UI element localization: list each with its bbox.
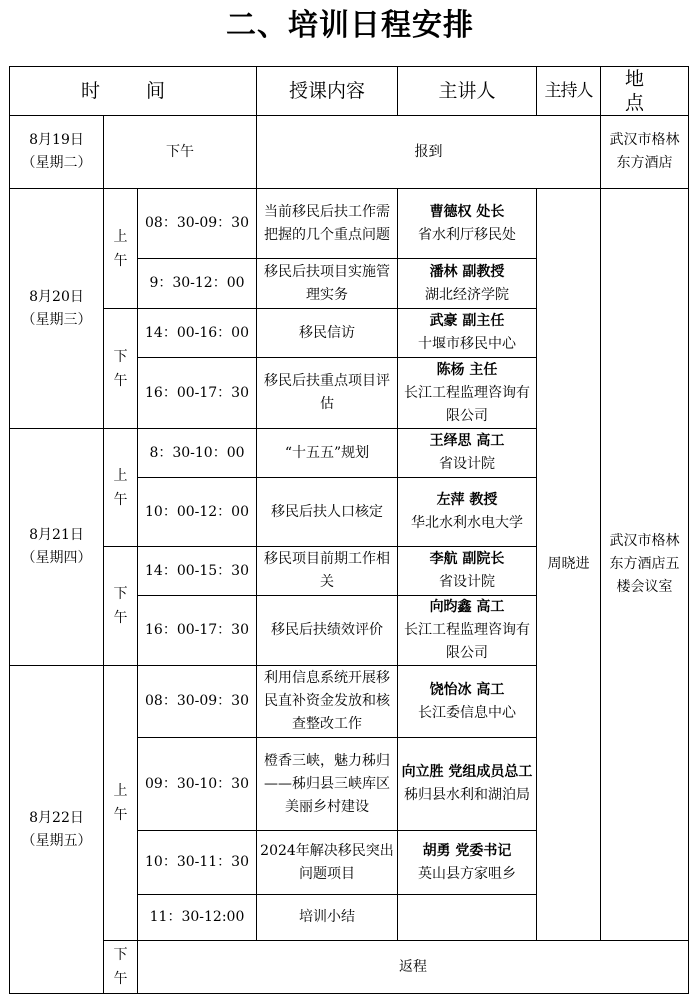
speaker-org: 长江工程监理咨询有限公司: [404, 384, 530, 424]
table-row: [10, 189, 689, 259]
speaker-name: 曹德权 处长: [429, 203, 505, 220]
speaker-name: 李航 副院长: [429, 551, 505, 567]
period-label: 上午: [113, 783, 128, 823]
speaker-cell: [398, 189, 537, 259]
speaker-cell: [398, 738, 537, 831]
content-cell: 当前移民后扶工作需把握的几个重点问题: [257, 189, 398, 259]
period-label: 上午: [113, 467, 128, 508]
speaker-cell: [398, 478, 537, 547]
time-cell: 14：00-16：00: [138, 309, 257, 358]
table-row: [10, 116, 689, 189]
content-cell: 移民后扶重点项目评估: [257, 358, 398, 429]
place-cell: 武汉市格林东方酒店五楼会议室: [601, 189, 689, 941]
date-label: 8月22日: [29, 809, 84, 826]
period-label: 下午: [113, 586, 128, 626]
speaker-org: 省设计院: [439, 574, 495, 590]
header-place: 地 点: [601, 67, 689, 116]
time-cell: 11：30-12:00: [138, 895, 257, 941]
period-cell: [104, 666, 138, 941]
date-cell: [10, 189, 104, 429]
period-label: 下午: [113, 947, 128, 987]
time-cell: 9：30-12：00: [138, 259, 257, 309]
header-content: 授课内容: [257, 67, 398, 116]
date-label: 8月19日: [29, 132, 84, 148]
content-cell: 2024年解决移民突出问题项目: [257, 831, 398, 895]
speaker-org: 十堰市移民中心: [418, 336, 516, 352]
period-cell: [104, 941, 138, 994]
weekday-label: （星期四）: [21, 550, 92, 566]
date-cell: [10, 666, 104, 994]
period-cell: [104, 309, 138, 429]
time-cell: 09：30-10：30: [138, 738, 257, 831]
speaker-name: 陈杨 主任: [436, 361, 498, 378]
period-cell: [104, 547, 138, 666]
time-cell: 08：30-09：30: [138, 666, 257, 738]
speaker-cell: [398, 358, 537, 429]
table-row: [10, 941, 689, 994]
content-cell: 移民项目前期工作相关: [257, 547, 398, 596]
content-cell: 利用信息系统开展移民直补资金发放和核查整改工作: [257, 666, 398, 738]
speaker-name: 左萍 教授: [436, 492, 498, 508]
speaker-cell: [398, 831, 537, 895]
period-cell: [104, 189, 138, 309]
content-cell: 移民后扶绩效评价: [257, 596, 398, 666]
weekday-label: （星期五）: [21, 832, 92, 849]
date-cell: [10, 116, 104, 189]
header-host: 主持人: [537, 67, 601, 116]
place-cell: 武汉市格林东方酒店: [601, 116, 689, 189]
content-cell: 移民后扶项目实施管理实务: [257, 259, 398, 309]
speaker-org: 省水利厅移民处: [418, 226, 516, 243]
content-cell: “十五五”规划: [257, 429, 398, 478]
speaker-cell: [398, 547, 537, 596]
speaker-cell: [398, 429, 537, 478]
time-cell: 14：00-15：30: [138, 547, 257, 596]
speaker-cell: [398, 259, 537, 309]
period-label: 上午: [113, 228, 128, 269]
time-cell: 10：30-11：30: [138, 831, 257, 895]
speaker-cell: [398, 309, 537, 358]
host-cell: 周晓进: [537, 189, 601, 941]
schedule-table: [9, 66, 689, 994]
time-cell: 08：30-09：30: [138, 189, 257, 259]
time-cell: 16：00-17：30: [138, 596, 257, 666]
speaker-name: 潘林 副教授: [429, 263, 505, 280]
speaker-org: 秭归县水利和湖泊局: [404, 787, 530, 803]
speaker-name: 胡勇 党委书记: [422, 842, 512, 859]
speaker-name: 向昀鑫 高工: [429, 599, 505, 615]
speaker-cell: [398, 895, 537, 941]
speaker-org: 湖北经济学院: [425, 286, 509, 303]
speaker-org: 长江委信息中心: [418, 704, 516, 721]
time-cell: 16：00-17：30: [138, 358, 257, 429]
speaker-name: 向立胜 党组成员总工: [401, 764, 533, 780]
header-time: 时 间: [10, 67, 257, 116]
time-cell: 10：00-12：00: [138, 478, 257, 547]
date-cell: [10, 429, 104, 666]
period-cell: 下午: [104, 116, 257, 189]
speaker-org: 省设计院: [439, 456, 495, 472]
weekday-label: （星期三）: [21, 311, 92, 328]
time-cell: 8：30-10：00: [138, 429, 257, 478]
page-title: 二、培训日程安排: [226, 8, 474, 43]
period-label: 下午: [113, 348, 128, 389]
speaker-cell: [398, 596, 537, 666]
date-label: 8月20日: [29, 288, 84, 305]
speaker-org: 长江工程监理咨询有限公司: [404, 622, 530, 661]
speaker-org: 华北水利水电大学: [411, 515, 523, 531]
header-row: [10, 67, 689, 116]
speaker-name: 饶怡冰 高工: [429, 681, 505, 698]
content-cell: 培训小结: [257, 895, 398, 941]
content-cell: 移民后扶人口核定: [257, 478, 398, 547]
date-label: 8月21日: [29, 527, 84, 543]
speaker-name: 武豪 副主任: [429, 313, 505, 329]
header-speaker: 主讲人: [398, 67, 537, 116]
speaker-name: 王绎思 高工: [429, 433, 505, 449]
content-cell: 返程: [138, 941, 689, 994]
speaker-org: 英山县方家咀乡: [418, 865, 516, 882]
content-cell: 移民信访: [257, 309, 398, 358]
content-cell: 橙香三峡，魅力秭归——秭归县三峡库区美丽乡村建设: [257, 738, 398, 831]
weekday-label: （星期二）: [21, 155, 92, 171]
speaker-cell: [398, 666, 537, 738]
period-cell: [104, 429, 138, 547]
content-cell: 报到: [257, 116, 601, 189]
